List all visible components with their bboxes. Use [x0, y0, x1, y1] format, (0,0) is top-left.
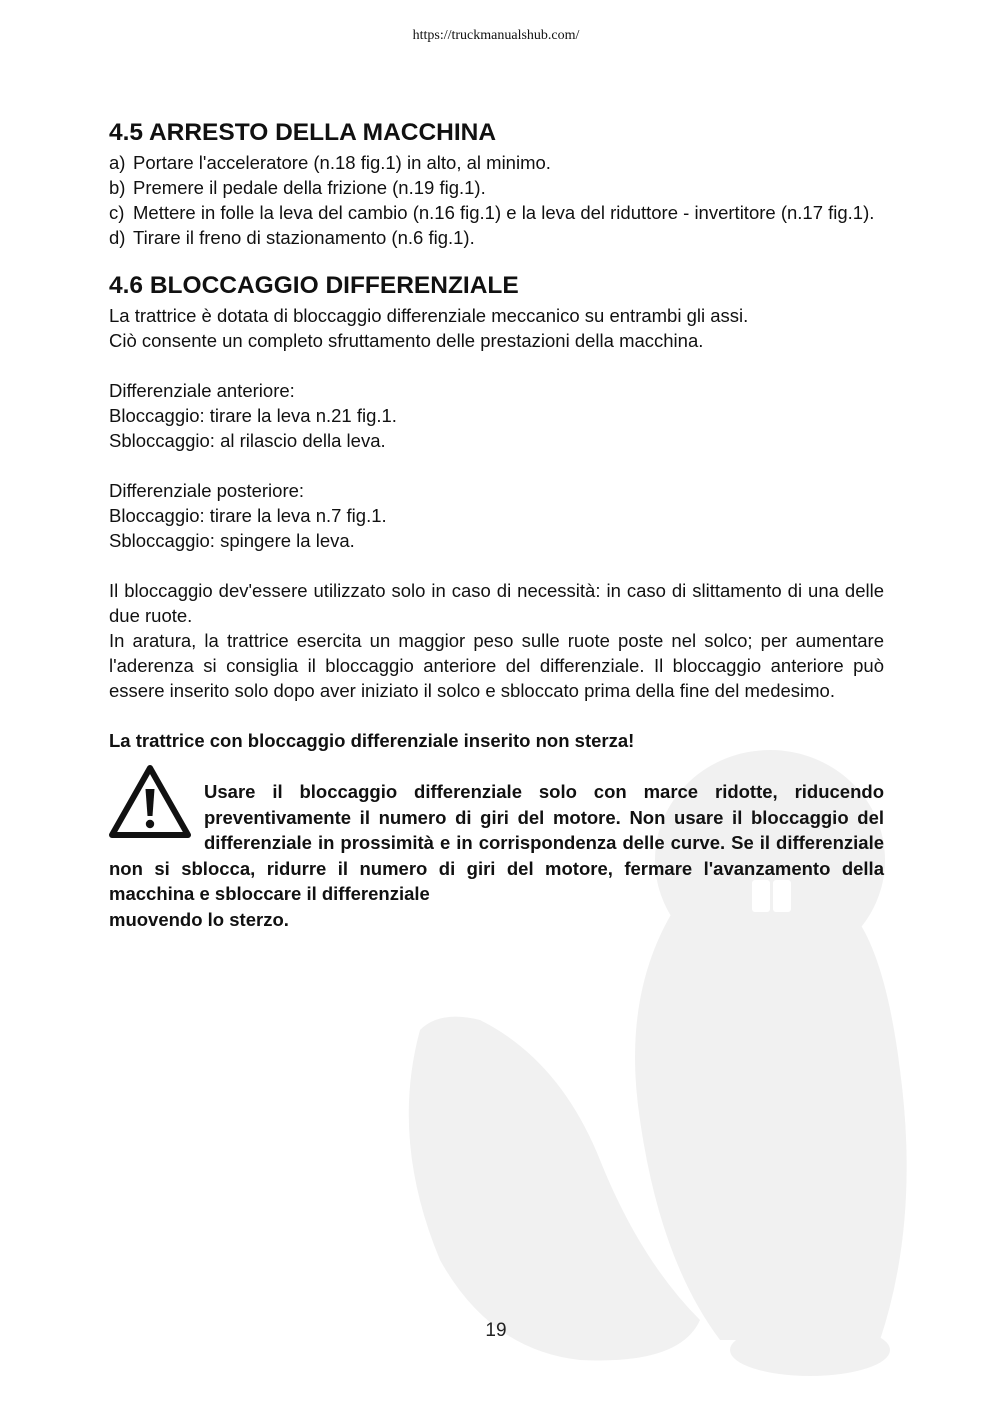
plowing-paragraph: In aratura, la trattrice esercita un maggior peso sulle ruote poste nel solco; per aumentare l'aderenza si consiglia il bloccaggio anteriore del differenziale. Il bloccaggio anteriore può essere inserito solo dopo aver iniziato il solco e sbloccato prima della fine del medesimo.	[109, 630, 884, 701]
list-text: Tirare il freno di stazionamento (n.6 fig.1).	[133, 227, 475, 248]
intro-line-2: Ciò consente un completo sfruttamento delle prestazioni della macchina.	[109, 330, 704, 351]
list-text: Mettere in folle la leva del cambio (n.16 fig.1) e la leva del riduttore - invertitore (n.17 fig.1).	[133, 202, 875, 223]
list-text: Premere il pedale della frizione (n.19 fig.1).	[133, 177, 486, 198]
steering-note: La trattrice con bloccaggio differenziale inserito non sterza!	[109, 730, 635, 751]
list-marker: a)	[109, 152, 126, 173]
warning-block	[109, 779, 884, 932]
page-number: 19	[485, 1320, 507, 1341]
warning-text: Usare il bloccaggio differenziale solo con marce ridotte, riducendo preventivamente il numero di giri del motore. Non usare il bloccaggio del differenziale in prossimità e in corrispondenza delle curve. Se il differenziale non si sblocca, ridurre il numero di giri del motore, fermare l'avanzamento della macchina e sbloccare il differenziale	[109, 781, 884, 904]
rear-diff-unlock: Sbloccaggio: spingere la leva.	[109, 530, 355, 551]
list-item	[109, 225, 884, 250]
list-item	[109, 175, 884, 200]
usage-paragraph: Il bloccaggio dev'essere utilizzato solo in caso di necessità: in caso di slittamento di una delle due ruote.	[109, 580, 884, 626]
stop-steps-list	[109, 150, 884, 250]
front-diff-unlock: Sbloccaggio: al rilascio della leva.	[109, 430, 386, 451]
list-marker: b)	[109, 177, 126, 198]
list-marker: d)	[109, 227, 126, 248]
warning-triangle-icon	[108, 763, 192, 841]
rear-diff-lock: Bloccaggio: tirare la leva n.7 fig.1.	[109, 505, 387, 526]
list-item	[109, 200, 884, 225]
list-marker: c)	[109, 202, 125, 223]
list-item	[109, 150, 884, 175]
warning-text-tail: muovendo lo sterzo.	[109, 908, 289, 930]
front-diff-title: Differenziale anteriore:	[109, 380, 295, 401]
page-content	[109, 118, 884, 932]
list-text: Portare l'acceleratore (n.18 fig.1) in alto, al minimo.	[133, 152, 551, 173]
front-diff-lock: Bloccaggio: tirare la leva n.21 fig.1.	[109, 405, 397, 426]
intro-line-1: La trattrice è dotata di bloccaggio differenziale meccanico su entrambi gli assi.	[109, 305, 749, 326]
section-title-arresto: 4.5 ARRESTO DELLA MACCHINA	[109, 119, 497, 146]
rear-diff-title: Differenziale posteriore:	[109, 480, 305, 501]
header-url[interactable]: https://truckmanualshub.com/	[412, 28, 580, 43]
section-title-bloccaggio: 4.6 BLOCCAGGIO DIFFERENZIALE	[109, 272, 519, 299]
